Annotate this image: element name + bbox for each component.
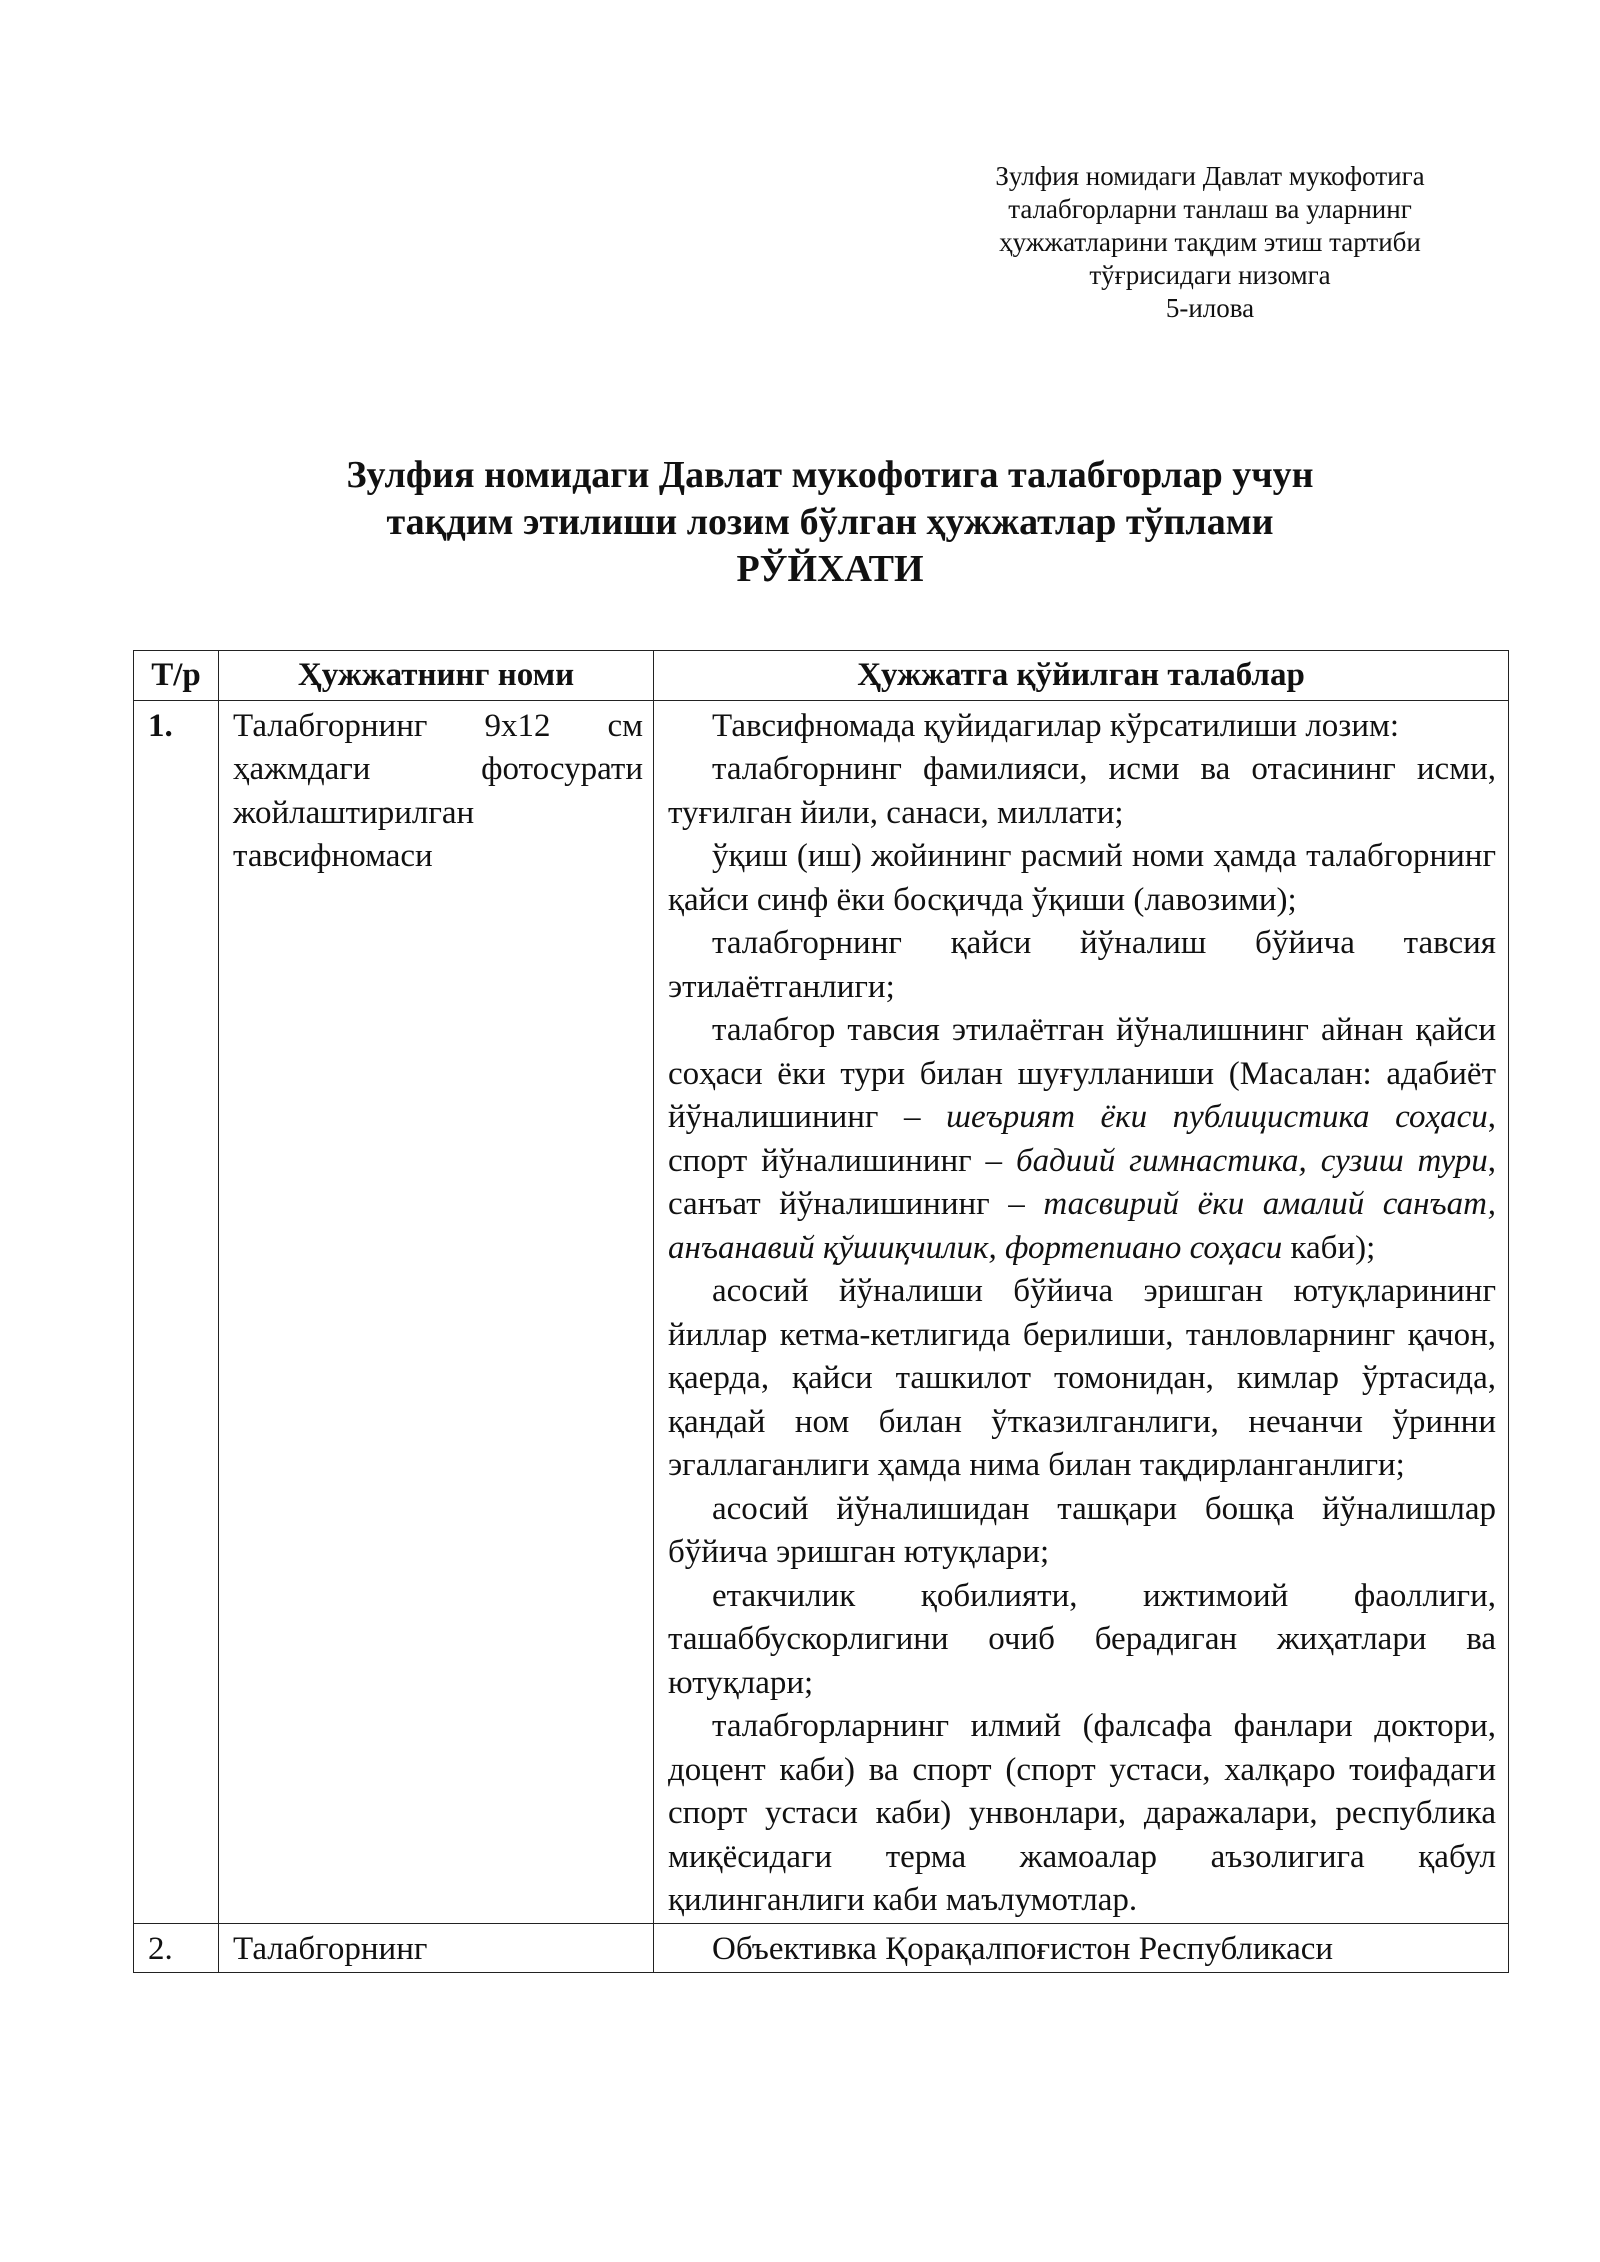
row-number: 2. bbox=[134, 1923, 219, 1972]
requirement-item: етакчилик қобилияти, ижтимоий фаоллиги, ташаббускорлигини очиб берадиган жиҳатлари ва ютуқлари; bbox=[668, 1577, 1496, 1701]
requirement-item-with-examples bbox=[668, 1009, 1496, 1270]
header-requirements: Ҳужжатга қўйилган талаблар bbox=[654, 651, 1509, 701]
document-title bbox=[180, 452, 1480, 593]
requirement-text: каби); bbox=[1282, 1229, 1376, 1266]
row-number: 1. bbox=[134, 700, 219, 1923]
title-line: тақдим этилиши лозим бўлган ҳужжатлар тўплами bbox=[386, 501, 1274, 543]
annex-line: ҳужжатларини тақдим этиш тартиби bbox=[999, 227, 1421, 257]
example-text: шеърият ёки публицистика соҳаси bbox=[946, 1099, 1488, 1135]
documents-table bbox=[133, 650, 1509, 1973]
example-text: бадиий гимнастика, сузиш тури bbox=[1015, 1142, 1488, 1179]
header-number: Т/р bbox=[134, 651, 219, 701]
annex-line: тўғрисидаги низомга bbox=[1089, 260, 1331, 290]
requirement-item: талабгорнинг қайси йўналиш бўйича тавсия этилаётганлиги; bbox=[668, 925, 1496, 1005]
header-document-name: Ҳужжатнинг номи bbox=[219, 651, 654, 701]
requirement-item: ўқиш (иш) жойининг расмий номи ҳамда талабгорнинг қайси синф ёки босқичда ўқиши (лавозими); bbox=[668, 838, 1496, 918]
table-header-row bbox=[134, 651, 1509, 701]
title-line: Зулфия номидаги Давлат мукофотига талабгорлар учун bbox=[346, 454, 1314, 496]
row-document-name: Талабгорнинг bbox=[219, 1923, 654, 1972]
row-document-name: Талабгорнинг 9х12 см ҳажмдаги фотосурати жойлаштирилган тавсифномаси bbox=[219, 700, 654, 1923]
annex-line: талабгорларни танлаш ва уларнинг bbox=[1008, 194, 1412, 224]
annex-note bbox=[945, 160, 1475, 325]
requirement-item: талабгорларнинг илмий (фалсафа фанлари доктори, доцент каби) ва спорт (спорт устаси, халқаро тоифадаги спорт устаси каби) унвонлари, даражалари, республика миқёсидаги терма жамоалар аъзолигига қабул қилинганлиги каби маълумотлар. bbox=[668, 1708, 1496, 1918]
example-text: тасвирий ёки амалий санъат, анъанавий қўшиқчилик, фортепиано соҳаси bbox=[668, 1186, 1497, 1266]
requirement-item: асосий йўналиши бўйича эришган ютуқларининг йиллар кетма-кетлигида берилиши, танловларнинг қачон, қаерда, қайси ташкилот томонидан, кимлар ўртасида, қандай ном билан ўтказилганлиги, нечанчи ўринни эгаллаганлиги ҳамда нима билан тақдирланганлиги; bbox=[668, 1273, 1496, 1483]
requirement-item: асосий йўналишидан ташқари бошқа йўналишлар бўйича эришган ютуқлари; bbox=[668, 1490, 1496, 1570]
title-line: РЎЙХАТИ bbox=[736, 548, 924, 590]
requirement-item: Тавсифномада қуйидагилар кўрсатилиши лозим: bbox=[712, 707, 1400, 744]
annex-number: 5-илова bbox=[1165, 293, 1255, 323]
table-row bbox=[134, 1923, 1509, 1972]
requirement-text: талабгор тавсия этилаётган йўналишнинг айнан қайси соҳаси ёки тури билан шуғулланиши (Масалан: адабиёт йўналишининг – bbox=[668, 1012, 1496, 1135]
requirement-item: Объективка Қорақалпоғистон Республикаси bbox=[712, 1930, 1334, 1967]
row-requirements bbox=[654, 700, 1509, 1923]
requirement-text: , спорт йўналишининг – bbox=[668, 1099, 1496, 1179]
row-requirements bbox=[654, 1923, 1509, 1972]
requirement-text: , санъат йўналишининг – bbox=[668, 1142, 1496, 1222]
requirement-item: талабгорнинг фамилияси, исми ва отасининг исми, туғилган йили, санаси, миллати; bbox=[668, 751, 1496, 831]
table-row bbox=[134, 700, 1509, 1923]
annex-line: Зулфия номидаги Давлат мукофотига bbox=[995, 161, 1425, 191]
